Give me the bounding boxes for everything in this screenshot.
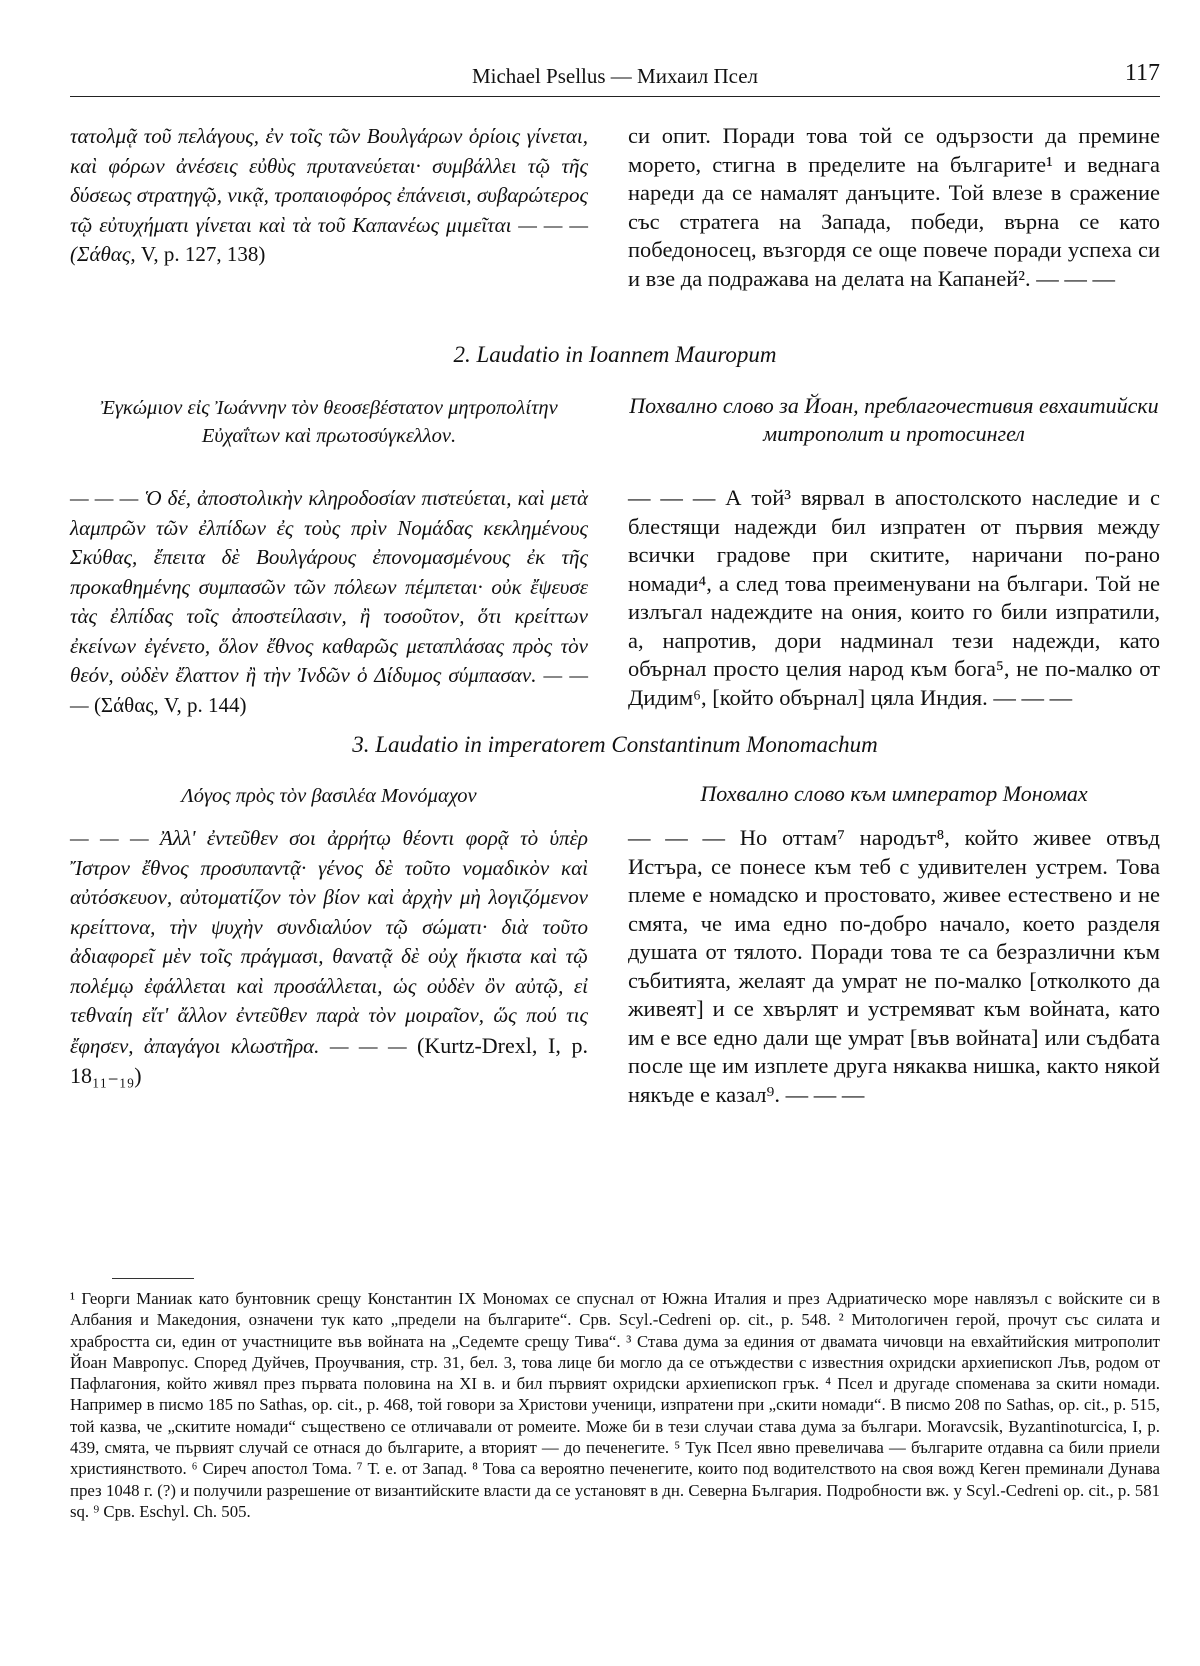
footnote-8: ⁸ Това са вероятно печенегите, които под водителството на своя вожд Кеген преминали Дунава през 1048 г. (?) и получили разрешение от византийските власти да се установят в дн. Северна България. Подробности вж. у Scyl.-Cedreni op. cit., p. 581 sq. [70, 1459, 1160, 1521]
page-number: 117 [1124, 60, 1160, 86]
footnote-4: ⁴ Псел и другаде споменава за скити номади. Например в писмо 185 по Sathas, op. cit., p. 468, той говори за Христови ученици, изпратени при „скити номади“. В писмо 208 по Sathas, op. cit., p. 515, той казва, че „скитите номади“ съществено се отличавали от ромеите. Може би в тези случаи става дума за българи. Moravcsik, Byzantinoturcica, I, p. 439, смята, че първият случай се отнася до българите, а вторият — до печенегите. [70, 1374, 1160, 1458]
section-2-title: 2. Laudatio in Ioannem Mauropum [453, 342, 777, 367]
footnote-3: ³ Става дума за единия от двамата чичовци на евхайтийския митрополит Йоан Мавропус. Според Дуйчев, Проучвания, стр. 31, бел. 3, това лице би могло да се отъждестви с известния охридски архиепископ Лъв, родом от Пафлагония, който живял през първата половина на XI в. и бил първият охридски архиепископ грък. [70, 1331, 1161, 1394]
footnote-rule [112, 1278, 194, 1279]
footnotes [70, 1288, 1160, 1522]
section-3-bulgarian-text: — — — Но оттам⁷ народът⁸, който живее отвъд Истъра, се понесе към теб с удивителен устрем. Това племе е номадско и простовато, живее естествено и не смята, че има едно по-добро начало, което разделя душата от тялото. Поради това те са безразлични към събитията, желаят да умрат не по-малко [отколкото да живеят] и се хвърлят и устремяват към войната, като им е все едно дали ще умрат [във войната] или съдбата после ще им изплете друга някаква нишка, както някой някъде е казал⁹. — — — [628, 825, 1160, 1107]
section-3-title: 3. Laudatio in imperatorem Constantinum Monomachum [352, 732, 878, 757]
section-3-caption-bulgarian: Похвално слово към император Мономах [700, 781, 1088, 806]
section-1 [70, 122, 1160, 342]
section-2-bulgarian-text: — — — А той³ вярвал в апостолското наследие и с блестящи надежди бил изпратен от първия между всички градове при скитите, наричани по-рано номади⁴, а след това преименувани на българи. Той не излъгал надеждите на ония, които го били изпратили, а, напротив, дори надминал тези надежди, като обърнал просто целия народ към бога⁵, не по-малко от Дидим⁶, [който обърнал] цяла Индия. — — — [628, 485, 1160, 710]
greek-reference: (Kurtz-Drexl, I, p. 18₁₁₋₁₉) [70, 1032, 588, 1088]
greek-reference: V, p. 127, 138) [135, 242, 266, 266]
footnote-2: ² Митологичен герой, прочут със силата и храбростта си, един от участниците във войната на „Седемте срещу Тива“. [70, 1310, 1160, 1351]
section-1-bulgarian-text: си опит. Поради това той се одързости да премине морето, стигна в пределите на българите¹ и веднага нареди да се намалят данъците. Той влезе в сражение със стратега на Запада, победи, върна се като победоносец, възгордя се още повече поради успеха си и взе да подражава на делата на Капаней². — — — [628, 123, 1160, 291]
greek-passage: τατολμᾷ τοῦ πελάγους, ἐν τοῖς τῶν Βουλγάρων ὁρίοις γίνεται, καὶ φόρων ἀνέσεις εὐθὺς πρυτανεύεται· συμβάλλει τῷ τῆς δύσεως στρατηγῷ, νικᾷ, τροπαιοφόρος ἐπάνεισι, συβαρώτερος τῷ εὐτυχήματι γίνεται καὶ τὰ τοῦ Καπανέως μιμεῖται — — — (Σάθας, [70, 124, 588, 266]
section-2-caption-bulgarian: Похвално слово за Йоан, преблагочестивия евхаитийски митрополит и протосингел [629, 393, 1159, 446]
header-rule [70, 96, 1160, 97]
section-2-caption-greek: Ἐγκώμιον εἰς Ἰωάννην τὸν θεοσεβέστατον μητροπολίτην Εὐχαΐτων καὶ πρωτοσύγκελλον. [100, 397, 558, 447]
section-2 [70, 392, 1160, 722]
footnote-6: ⁶ Сиреч апостол Тома. [191, 1459, 352, 1479]
footnote-5: ⁵ Тук Псел явно превеличава — българите отдавна са били приели християнството. [70, 1438, 1161, 1479]
section-3-caption-greek: Λόγος πρὸς τὸν βασιλέα Μονόμαχον [181, 785, 477, 807]
greek-reference: (Σάθας, V, p. 144) [88, 692, 247, 717]
footnote-9: ⁹ Срв. Eschyl. Ch. 505. [93, 1501, 251, 1521]
section-1-greek-text [70, 122, 588, 270]
footnote-7: ⁷ Т. е. от Запад. [356, 1459, 468, 1479]
footnote-1: ¹ Георги Маниак като бунтовник срещу Константин IX Мономах се спуснал от Южна Италия и през Адриатическо море навлязъл с войските си в Албания и Македония, означени тук като „предели на българите“. Срв. Scyl.-Cedreni op. cit., p. 548. [70, 1289, 1160, 1330]
running-header [70, 60, 1160, 96]
greek-passage: — — — Ἀλλ' ἐντεῦθεν σοι ἀρρήτῳ θέοντι φορᾷ τὸ ὑπὲρ Ἴστρον ἔθνος προσυπαντᾷ· γένος δὲ τοῦτο νομαδικὸν καὶ αὐτόσκευον, αὐτοματίζον τὸν βίον καὶ ἀρχὴν μὴ λογιζόμενον κρείττονα, τὴν ψυχὴν συνδιαλύον τῷ σώματι· διὰ τοῦτο ἀδιαφορεῖ μὲν τοῖς πράγμασι, θανατᾷ δὲ οὐχ ἥκιστα καὶ τῷ πολέμῳ ἐφάλλεται καὶ προσάλλεται, ὡς οὐδὲν ὂν αὐτῷ, εἰ τεθναίη εἴτ' ἄλλον ἐντεῦθεν παρὰ τὸν μοιραῖον, ὥς πού τις ἔφησεν, ἀπαγάγοι κλωστῆρα. — — — [70, 826, 588, 1058]
section-3 [70, 780, 1160, 1140]
running-title: Michael Psellus — Михаил Псел [471, 64, 759, 88]
greek-passage: — — — Ὁ δέ, ἀποστολικὴν κληροδοσίαν πιστεύεται, καὶ μετὰ λαμπρῶν τῶν ἐλπίδων ἐς τοὺς πρὶν Νομάδας κεκλημένους Σκύθας, ἔπειτα δὲ Βουλγάρους ἐπονομασμένους ἐκ τῆς προκαθημένης συμπασῶν τῶν πόλεων πέμπεται· οὐκ ἔψευσε τὰς ἐλπίδας τοῖς ἀποστείλασιν, ἢ τοσοῦτον, ὅτι κρείττων ἐκείνων ἐγένετο, ὅλον ἔθνος καθαρῶς μεταπλάσας πρὸς τὸν θεόν, οὐδὲν ἔλαττον ἢ τὴν Ἰνδῶν ὁ Δίδυμος σύμπασαν. — — — [70, 486, 588, 717]
section-3-greek-text [70, 824, 588, 1092]
section-2-greek-text [70, 484, 588, 720]
